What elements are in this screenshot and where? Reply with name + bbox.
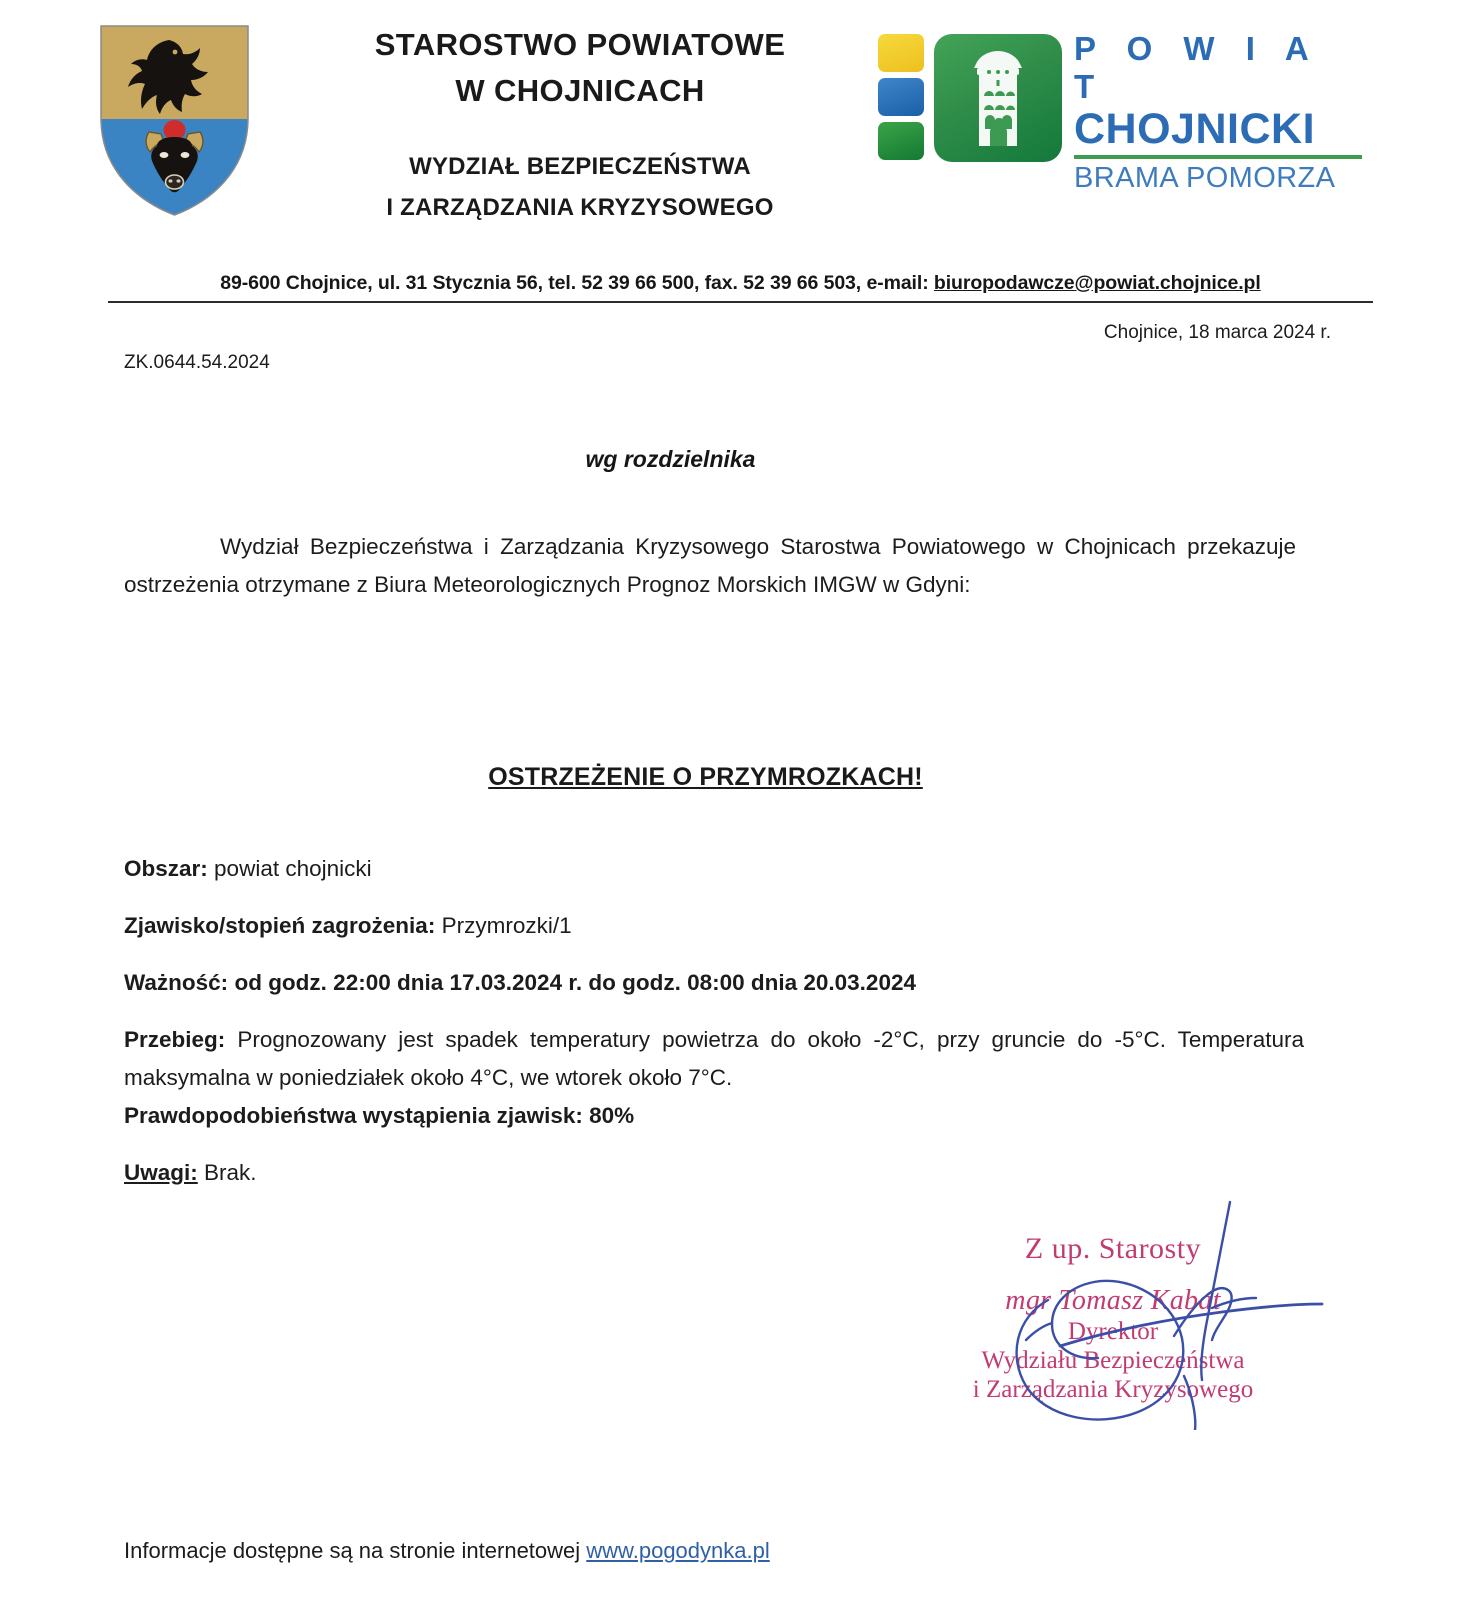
field-area-label: Obszar: xyxy=(124,856,208,881)
logo-text-powiat: P O W I A T xyxy=(1074,30,1319,105)
address-line xyxy=(0,272,1481,295)
field-phenomenon-value: Przymrozki/1 xyxy=(441,913,572,938)
coat-of-arms-icon xyxy=(97,22,252,219)
logo-wordmark xyxy=(1074,30,1364,194)
pogodynka-link[interactable]: www.pogodynka.pl xyxy=(586,1538,770,1563)
footer-note xyxy=(124,1538,770,1564)
reference-number: ZK.0644.54.2024 xyxy=(124,352,270,373)
logo-divider xyxy=(1074,155,1362,159)
field-probability-value: 80% xyxy=(589,1103,635,1128)
header-divider xyxy=(108,301,1373,303)
official-stamp xyxy=(948,1232,1278,1404)
place-and-date: Chojnice, 18 marca 2024 r. xyxy=(1103,322,1331,343)
field-remarks-value: Brak. xyxy=(204,1160,257,1185)
warning-details xyxy=(124,850,1304,1211)
logo-square-blue xyxy=(878,78,924,116)
field-validity-value: od godz. 22:00 dnia 17.03.2024 r. do godz. 08:00 dnia 20.03.2024 xyxy=(234,970,916,995)
address-text: 89-600 Chojnice, ul. 31 Stycznia 56, tel. 52 39 66 500, fax. 52 39 66 503, e-mail: xyxy=(220,272,934,294)
powiat-chojnicki-logo xyxy=(878,22,1360,194)
field-phenomenon xyxy=(124,907,1304,945)
addressee: wg rozdzielnika xyxy=(585,446,756,472)
intro-paragraph: Wydział Bezpieczeństwa i Zarządzania Kryzysowego Starostwa Powiatowego w Chojnicach przekazuje ostrzeżenia otrzymane z Biura Meteorologicznych Prognoz Morskich IMGW w Gdyni: xyxy=(124,534,1296,597)
department-name-line2: I ZARZĄDZANIA KRYZYSOWEGO xyxy=(386,194,774,221)
stamp-line-name: mgr Tomasz Kabat xyxy=(1005,1284,1221,1316)
field-remarks-label: Uwagi: xyxy=(124,1160,198,1185)
office-title-block xyxy=(300,22,860,228)
logo-color-squares xyxy=(878,34,924,166)
email-link[interactable]: biuropodawcze@powiat.chojnice.pl xyxy=(933,272,1261,294)
stamp-line-position: Dyrektor xyxy=(1067,1318,1159,1346)
field-validity-label: Ważność: xyxy=(124,970,229,995)
field-course-value: Prognozowany jest spadek temperatury powietrza do około -2°C, przy gruncie do -5°C. Temperatura maksymalna w poniedziałek około 4°C, we wtorek około 7°C. xyxy=(124,1027,1304,1090)
office-name-line1: STAROSTWO POWIATOWE xyxy=(374,27,786,62)
office-name-line2: W CHOJNICACH xyxy=(455,73,705,108)
warning-title-text: OSTRZEŻENIE O PRZYMROZKACH! xyxy=(488,763,923,791)
stamp-line-authority: Z up. Starosty xyxy=(1024,1232,1202,1265)
logo-square-yellow xyxy=(878,34,924,72)
warning-title xyxy=(0,763,1481,792)
stamp-line-department2: i Zarządzania Kryzysowego xyxy=(972,1376,1254,1404)
field-probability xyxy=(124,1097,1304,1135)
logo-square-green xyxy=(878,122,924,160)
field-phenomenon-label: Zjawisko/stopień zagrożenia: xyxy=(124,913,436,938)
department-name-line1: WYDZIAŁ BEZPIECZEŃSTWA xyxy=(409,153,751,180)
tower-icon xyxy=(934,34,1062,162)
field-probability-label: Prawdopodobieństwa wystąpienia zjawisk: xyxy=(124,1103,583,1128)
field-validity xyxy=(124,964,1304,1002)
field-area-value: powiat chojnicki xyxy=(214,856,372,881)
stamp-line-department1: Wydziału Bezpieczeństwa xyxy=(981,1347,1245,1375)
document-header xyxy=(0,0,1481,262)
signature-block xyxy=(930,1180,1330,1430)
field-area xyxy=(124,850,1304,888)
logo-text-tagline: BRAMA POMORZA xyxy=(1074,162,1336,194)
logo-text-chojnicki: CHOJNICKI xyxy=(1074,105,1316,153)
footer-text: Informacje dostępne są na stronie internetowej xyxy=(124,1538,587,1563)
field-course-label: Przebieg: xyxy=(124,1027,226,1052)
field-course xyxy=(124,1021,1304,1097)
